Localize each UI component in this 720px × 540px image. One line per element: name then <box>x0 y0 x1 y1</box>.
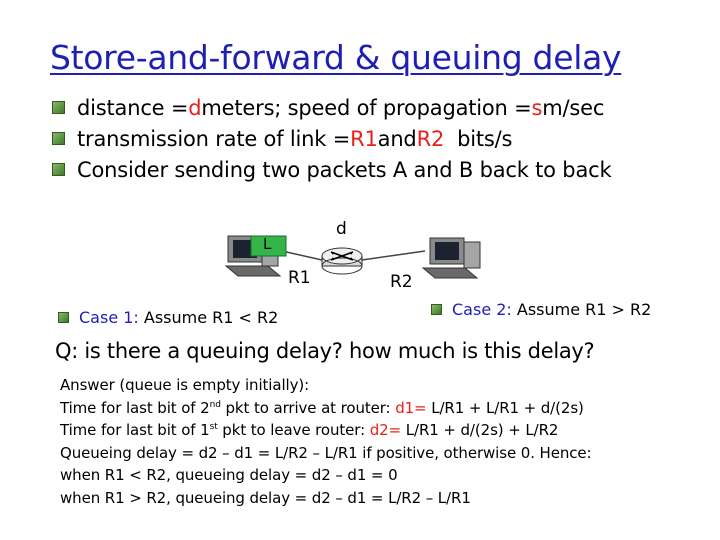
ordinal-suffix: st <box>209 422 218 432</box>
slide-title: Store-and-forward & queuing delay <box>50 38 622 77</box>
rate-r2-symbol: R2 <box>416 126 445 151</box>
case-1-prefix: Case 1: <box>79 308 139 327</box>
answer-text: pkt to arrive at router: <box>220 398 396 417</box>
case-1-text: Assume R1 < R2 <box>138 308 279 327</box>
link-r2 <box>362 251 425 260</box>
answer-line-d2 <box>60 419 591 442</box>
distance-label: d <box>336 219 347 239</box>
answer-text: Time for last bit of 2 <box>60 398 210 417</box>
destination-host-icon <box>423 238 480 278</box>
answer-line: Queueing delay = d2 – d1 = L/R2 – L/R1 if positive, otherwise 0. Hence: <box>60 443 592 462</box>
speed-symbol: s <box>531 95 543 120</box>
answer-line-d1 <box>60 397 591 420</box>
bullet-text: meters; speed of propagation = <box>201 95 532 120</box>
link-r1-label: R1 <box>288 268 311 288</box>
link-r2-label: R2 <box>390 272 413 292</box>
answer-text: L/R1 + L/R1 + d/(2s) <box>426 398 584 417</box>
packet-length-label: L <box>263 235 272 253</box>
d1-symbol: d1= <box>395 398 427 417</box>
bullet-text: transmission rate of link = <box>77 126 351 151</box>
bullet-text: distance = <box>77 95 189 120</box>
answer-block <box>60 374 591 509</box>
bullet-square-icon <box>431 304 442 315</box>
ordinal-suffix: nd <box>209 399 221 410</box>
rate-r1-symbol: R1 <box>350 126 378 151</box>
case-2-prefix: Case 2: <box>452 300 512 319</box>
answer-text: pkt to leave router: <box>217 421 370 439</box>
bullet-square-icon <box>58 312 69 323</box>
answer-line: Answer (queue is empty initially): <box>60 376 310 394</box>
bullet-text: Consider sending two packets A and B back to back <box>77 157 612 182</box>
answer-text: Time for last bit of 1 <box>60 421 210 439</box>
bullet-text: m/sec <box>542 95 605 120</box>
d2-symbol: d2= <box>369 421 402 439</box>
case-2-text: Assume R1 > R2 <box>511 300 652 319</box>
distance-symbol: d <box>188 95 202 120</box>
case-2 <box>431 300 651 319</box>
case-1 <box>58 308 278 327</box>
answer-line: when R1 > R2, queueing delay = d2 – d1 = L/R2 – L/R1 <box>60 488 471 507</box>
router-icon <box>322 248 362 274</box>
answer-line: when R1 < R2, queueing delay = d2 – d1 = 0 <box>60 466 398 484</box>
bullet-text: and <box>377 126 417 151</box>
question-text: Q: is there a queuing delay? how much is this delay? <box>55 339 595 363</box>
bullet-text: bits/s <box>444 126 513 151</box>
link-r1 <box>282 251 322 260</box>
answer-text: L/R1 + d/(2s) + L/R2 <box>401 421 559 439</box>
